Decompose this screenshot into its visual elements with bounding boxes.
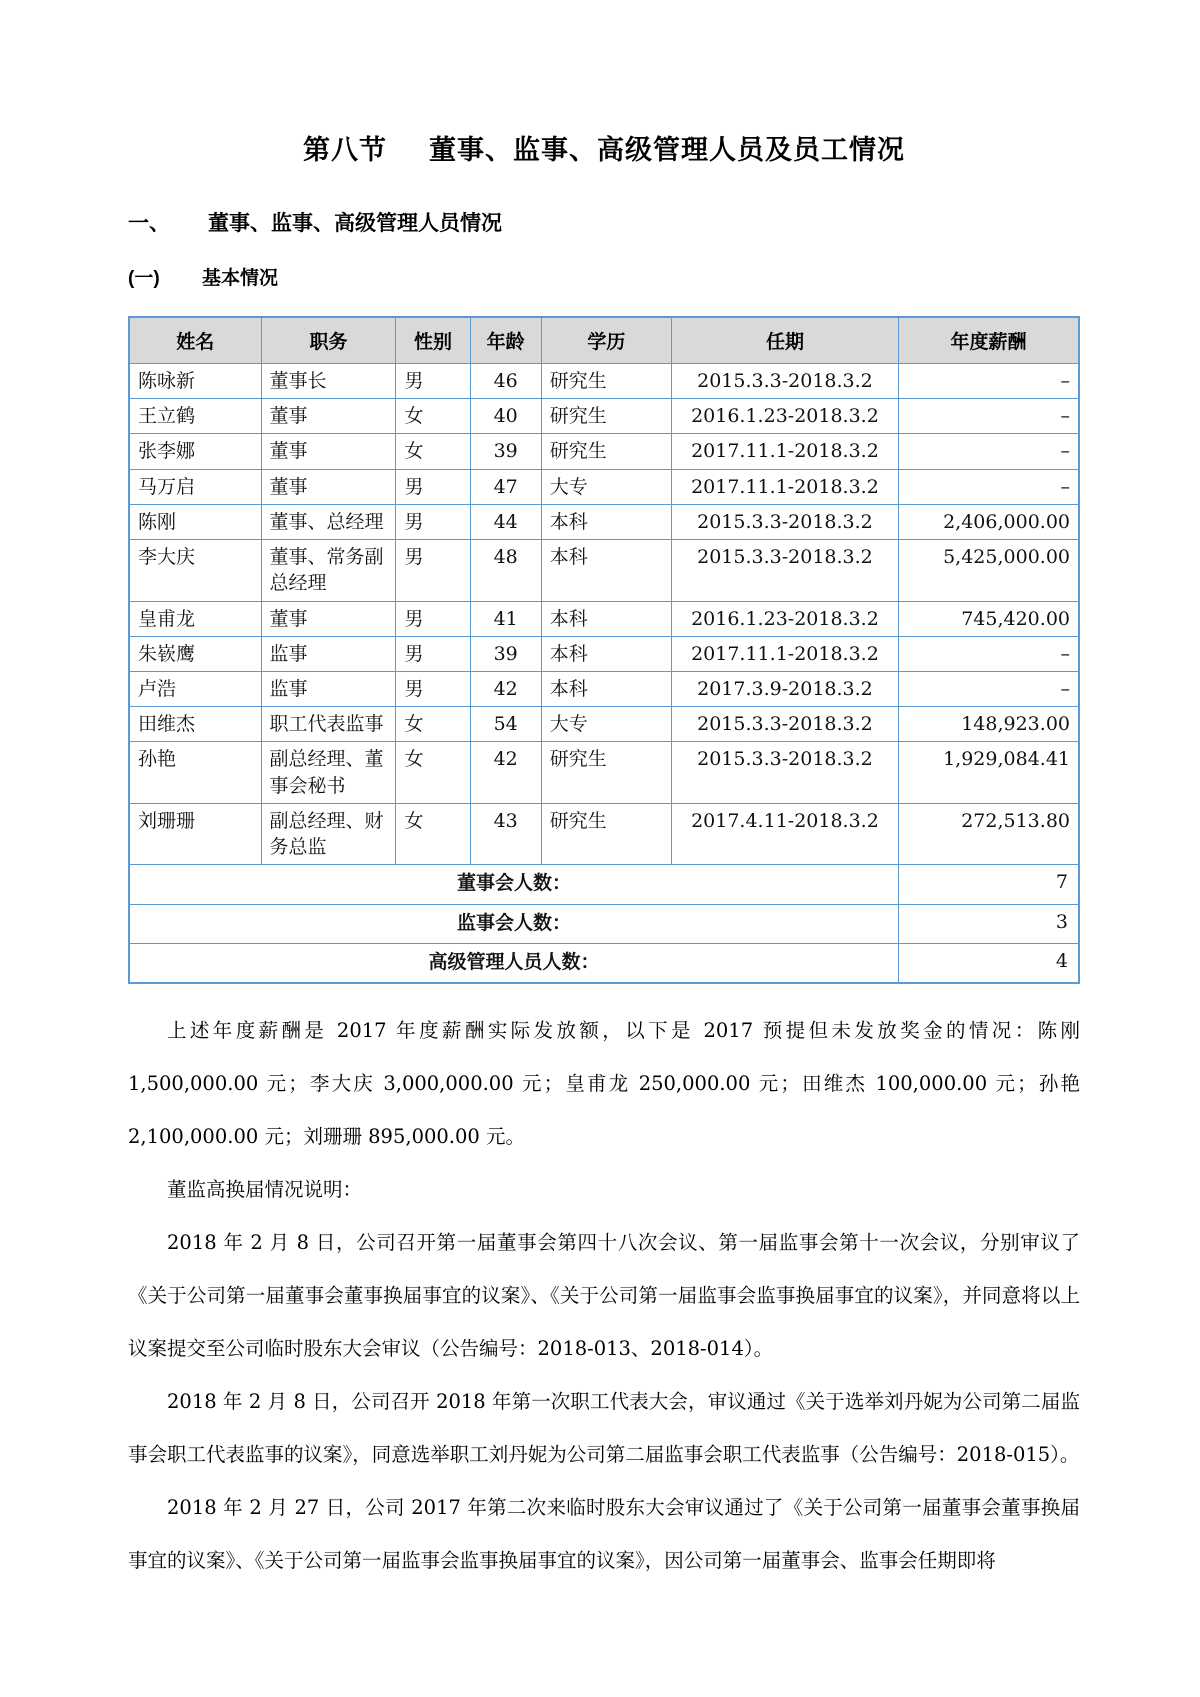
cell-education: 大专	[541, 707, 671, 742]
cell-age: 54	[470, 707, 541, 742]
cell-salary: –	[898, 469, 1079, 504]
cell-age: 42	[470, 671, 541, 706]
cell-name: 卢浩	[129, 671, 261, 706]
cell-name: 王立鹤	[129, 399, 261, 434]
cell-education: 研究生	[541, 742, 671, 803]
cell-term: 2016.1.23-2018.3.2	[671, 601, 898, 636]
cell-title: 副总经理、财务总监	[261, 803, 396, 864]
cell-term: 2015.3.3-2018.3.2	[671, 504, 898, 539]
table-row	[129, 707, 1079, 742]
summary-row-board-count	[129, 865, 1079, 904]
cell-gender: 女	[396, 707, 470, 742]
cell-title: 监事	[261, 636, 396, 671]
section-number: 一、	[128, 212, 170, 235]
cell-name: 张李娜	[129, 434, 261, 469]
cell-education: 本科	[541, 504, 671, 539]
cell-age: 46	[470, 364, 541, 399]
cell-term: 2017.4.11-2018.3.2	[671, 803, 898, 864]
cell-salary: 2,406,000.00	[898, 504, 1079, 539]
table-row	[129, 399, 1079, 434]
table-header-row	[129, 317, 1079, 364]
cell-salary: 272,513.80	[898, 803, 1079, 864]
summary-label: 监事会人数：	[129, 904, 898, 943]
cell-name: 皇甫龙	[129, 601, 261, 636]
table-row	[129, 469, 1079, 504]
paragraph-board-meeting: 2018 年 2 月 8 日，公司召开第一届董事会第四十八次会议、第一届监事会第十一次会议，分别审议了《关于公司第一届董事会董事换届事宜的议案》、《关于公司第一届监事会监事换届事宜的议案》，并同意将以上议案提交至公司临时股东大会审议（公告编号：2018-013、2018-014）。	[128, 1231, 1080, 1361]
table-row	[129, 601, 1079, 636]
summary-row-supervisor-count	[129, 904, 1079, 943]
cell-name: 田维杰	[129, 707, 261, 742]
chapter-title-text: 董事、监事、高级管理人员及员工情况	[429, 135, 905, 165]
cell-education: 本科	[541, 636, 671, 671]
summary-value: 4	[898, 943, 1079, 983]
cell-gender: 男	[396, 671, 470, 706]
cell-name: 刘珊珊	[129, 803, 261, 864]
cell-education: 本科	[541, 601, 671, 636]
cell-gender: 女	[396, 434, 470, 469]
subsection-number: (一)	[128, 268, 160, 289]
cell-gender: 男	[396, 364, 470, 399]
cell-education: 本科	[541, 540, 671, 601]
cell-education: 研究生	[541, 399, 671, 434]
cell-age: 39	[470, 636, 541, 671]
summary-row-senior-management-count	[129, 943, 1079, 983]
section-title-text: 董事、监事、高级管理人员情况	[208, 212, 502, 235]
cell-salary: –	[898, 399, 1079, 434]
cell-term: 2015.3.3-2018.3.2	[671, 364, 898, 399]
cell-term: 2016.1.23-2018.3.2	[671, 399, 898, 434]
cell-gender: 男	[396, 540, 470, 601]
table-row	[129, 364, 1079, 399]
cell-salary: –	[898, 671, 1079, 706]
cell-term: 2015.3.3-2018.3.2	[671, 742, 898, 803]
column-header-term: 任期	[671, 317, 898, 364]
cell-gender: 男	[396, 601, 470, 636]
column-header-age: 年龄	[470, 317, 541, 364]
cell-education: 研究生	[541, 803, 671, 864]
personnel-table	[128, 316, 1080, 984]
cell-salary: –	[898, 636, 1079, 671]
summary-value: 3	[898, 904, 1079, 943]
cell-salary: –	[898, 364, 1079, 399]
cell-education: 研究生	[541, 434, 671, 469]
cell-title: 副总经理、董事会秘书	[261, 742, 396, 803]
cell-age: 44	[470, 504, 541, 539]
cell-name: 孙艳	[129, 742, 261, 803]
column-header-education: 学历	[541, 317, 671, 364]
cell-title: 董事	[261, 601, 396, 636]
cell-term: 2017.11.1-2018.3.2	[671, 434, 898, 469]
cell-title: 董事	[261, 399, 396, 434]
cell-title: 董事、常务副总经理	[261, 540, 396, 601]
cell-education: 本科	[541, 671, 671, 706]
section-heading	[128, 207, 1080, 237]
cell-age: 48	[470, 540, 541, 601]
cell-title: 监事	[261, 671, 396, 706]
paragraph-salary-note: 上述年度薪酬是 2017 年度薪酬实际发放额，以下是 2017 预提但未发放奖金的情况：陈刚 1,500,000.00 元；李大庆 3,000,000.00 元；皇甫龙 250,000.00 元；田维杰 100,000.00 元；孙艳 2,100,000.00 元；刘珊珊 895,000.00 元。	[128, 1018, 1080, 1148]
cell-title: 董事长	[261, 364, 396, 399]
cell-title: 董事	[261, 434, 396, 469]
table-row	[129, 434, 1079, 469]
table-row	[129, 671, 1079, 706]
cell-gender: 男	[396, 636, 470, 671]
cell-gender: 女	[396, 742, 470, 803]
cell-gender: 男	[396, 504, 470, 539]
cell-term: 2017.3.9-2018.3.2	[671, 671, 898, 706]
cell-salary: 745,420.00	[898, 601, 1079, 636]
cell-name: 马万启	[129, 469, 261, 504]
cell-education: 大专	[541, 469, 671, 504]
table-row	[129, 636, 1079, 671]
cell-title: 董事、总经理	[261, 504, 396, 539]
cell-age: 43	[470, 803, 541, 864]
cell-age: 42	[470, 742, 541, 803]
cell-age: 47	[470, 469, 541, 504]
subsection-heading	[128, 263, 1080, 290]
column-header-gender: 性别	[396, 317, 470, 364]
table-row	[129, 803, 1079, 864]
cell-education: 研究生	[541, 364, 671, 399]
cell-name: 朱嵚鹰	[129, 636, 261, 671]
cell-term: 2017.11.1-2018.3.2	[671, 636, 898, 671]
cell-salary: 5,425,000.00	[898, 540, 1079, 601]
column-header-salary: 年度薪酬	[898, 317, 1079, 364]
chapter-number: 第八节	[303, 135, 387, 165]
cell-name: 李大庆	[129, 540, 261, 601]
cell-term: 2015.3.3-2018.3.2	[671, 540, 898, 601]
paragraph-employee-congress: 2018 年 2 月 8 日，公司召开 2018 年第一次职工代表大会，审议通过《关于选举刘丹妮为公司第二届监事会职工代表监事的议案》，同意选举职工刘丹妮为公司第二届监事会职工代表监事（公告编号：2018-015）。	[128, 1390, 1080, 1467]
summary-label: 高级管理人员人数：	[129, 943, 898, 983]
column-header-title: 职务	[261, 317, 396, 364]
table-row	[129, 504, 1079, 539]
cell-name: 陈咏新	[129, 364, 261, 399]
cell-age: 39	[470, 434, 541, 469]
cell-age: 40	[470, 399, 541, 434]
cell-gender: 男	[396, 469, 470, 504]
cell-term: 2015.3.3-2018.3.2	[671, 707, 898, 742]
cell-age: 41	[470, 601, 541, 636]
table-row	[129, 742, 1079, 803]
cell-title: 董事	[261, 469, 396, 504]
paragraph-shareholder-meeting: 2018 年 2 月 27 日，公司 2017 年第二次来临时股东大会审议通过了《关于公司第一届董事会董事换届事宜的议案》、《关于公司第一届监事会监事换届事宜的议案》，因公司第一届董事会、监事会任期即将	[128, 1496, 1080, 1573]
body-text	[128, 1004, 1080, 1587]
table-row	[129, 540, 1079, 601]
cell-gender: 女	[396, 803, 470, 864]
paragraph-reelection-heading: 董监高换届情况说明：	[167, 1178, 363, 1202]
cell-term: 2017.11.1-2018.3.2	[671, 469, 898, 504]
chapter-title	[128, 128, 1080, 167]
subsection-title-text: 基本情况	[202, 268, 279, 289]
cell-salary: 148,923.00	[898, 707, 1079, 742]
column-header-name: 姓名	[129, 317, 261, 364]
cell-name: 陈刚	[129, 504, 261, 539]
cell-salary: –	[898, 434, 1079, 469]
summary-label: 董事会人数：	[129, 865, 898, 904]
cell-title: 职工代表监事	[261, 707, 396, 742]
summary-value: 7	[898, 865, 1079, 904]
cell-salary: 1,929,084.41	[898, 742, 1079, 803]
cell-gender: 女	[396, 399, 470, 434]
